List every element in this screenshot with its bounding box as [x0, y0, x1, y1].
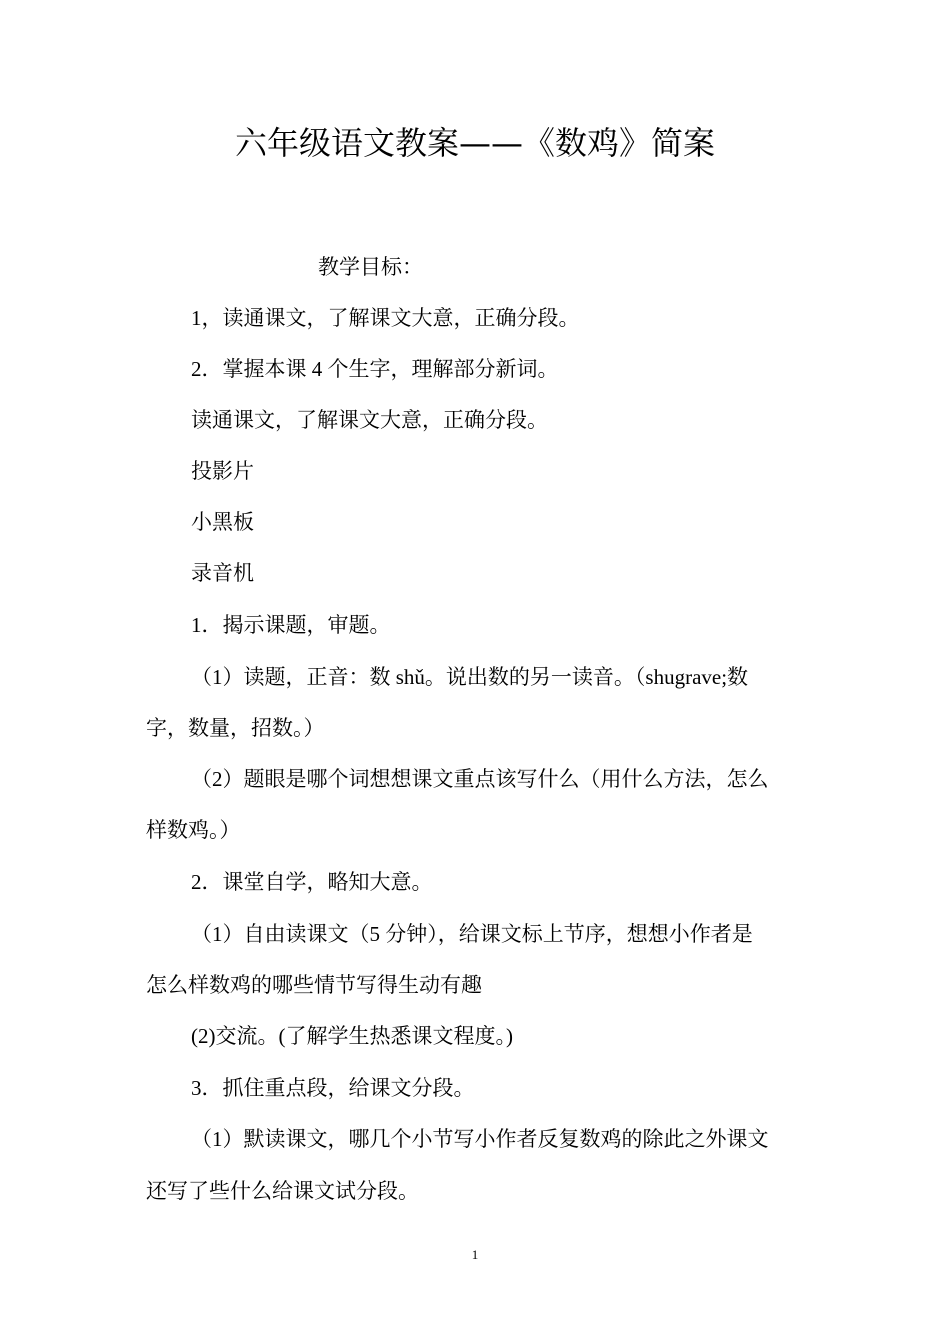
text-line: （2）题眼是哪个词想想课文重点该写什么（用什么方法，怎么 [191, 767, 769, 791]
objectives-heading: 教学目标： [318, 255, 423, 279]
text-line: 读通课文，了解课文大意，正确分段。 [191, 408, 548, 432]
text-line: 录音机 [191, 561, 254, 585]
text-line: 3．抓住重点段，给课文分段。 [191, 1076, 475, 1100]
text-line: （1）默读课文，哪几个小节写小作者反复数鸡的除此之外课文 [191, 1127, 769, 1151]
text-line: 怎么样数鸡的哪些情节写得生动有趣 [146, 973, 482, 997]
text-line: 还写了些什么给课文试分段。 [146, 1179, 419, 1203]
text-line: 2．掌握本课 4 个生字，理解部分新词。 [191, 357, 559, 381]
text-line: 字，数量，招数。） [146, 716, 325, 740]
text-line: 样数鸡。） [146, 818, 241, 842]
text-line: (2)交流。(了解学生热悉课文程度。) [191, 1024, 513, 1048]
text-line: 投影片 [191, 459, 254, 483]
text-line: 1．揭示课题，审题。 [191, 613, 391, 637]
text-line: （1）自由读课文（5 分钟），给课文标上节序，想想小作者是 [191, 922, 753, 946]
text-line: 小黑板 [191, 510, 254, 534]
document-title: 六年级语文教案——《数鸡》简案 [234, 124, 715, 162]
text-line: 2．课堂自学，略知大意。 [191, 870, 433, 894]
text-line: 1，读通课文，了解课文大意，正确分段。 [191, 306, 580, 330]
text-line: （1）读题，正音：数 shǔ。说出数的另一读音。（shugrave;数 [191, 665, 749, 689]
page-number: 1 [471, 1247, 479, 1262]
